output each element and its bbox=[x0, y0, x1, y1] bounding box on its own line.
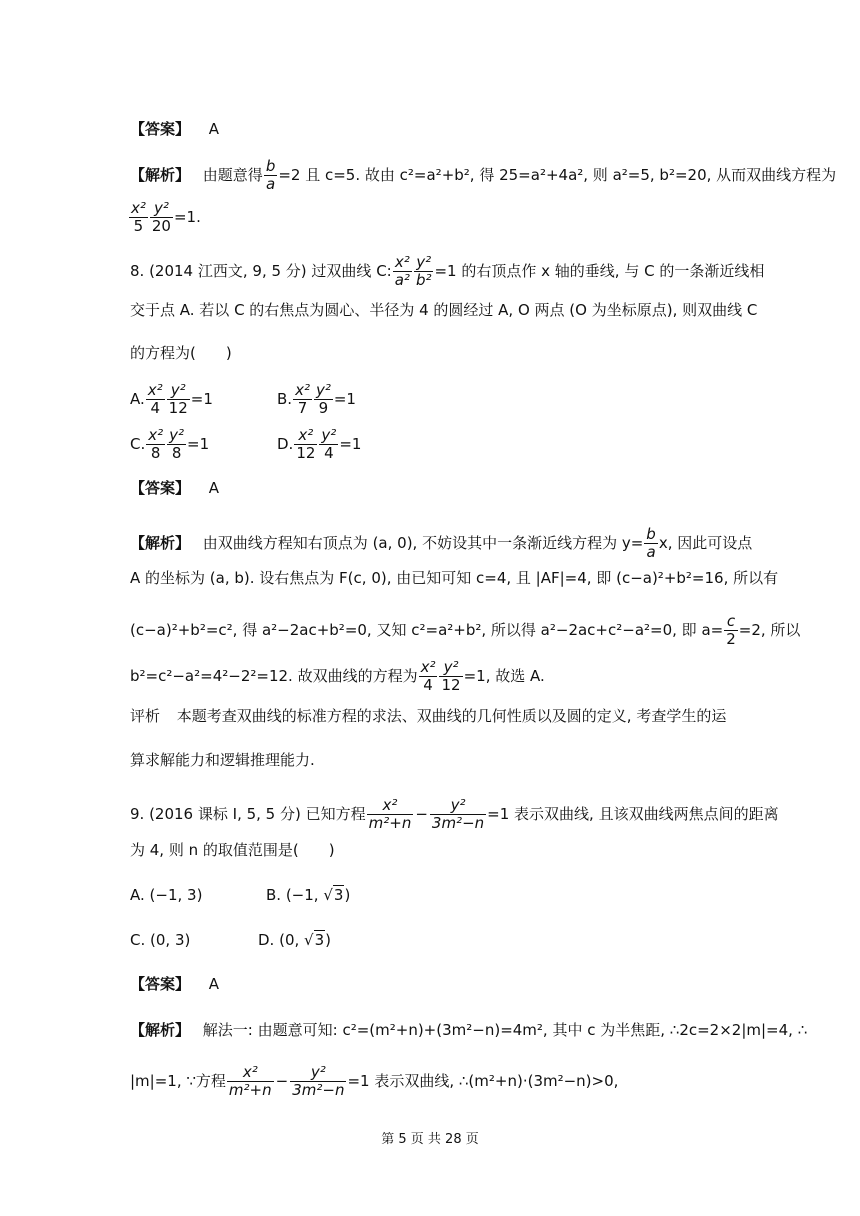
q9-option-c: C. (0, 3) bbox=[130, 931, 191, 949]
fraction: $\frac{\text{x²}}{5}$ bbox=[131, 199, 146, 235]
q8-option-d: D. $\frac{\text{x²}}{12}$ $\frac{\text{y²}}{4}$ =1 bbox=[277, 426, 362, 462]
answer-line-2 bbox=[130, 478, 219, 498]
fraction: $\frac{\text{x²}}{\text{a²}}$ bbox=[394, 253, 410, 289]
q9-option-b: B. (−1, √3) bbox=[266, 886, 351, 904]
analysis-line-1 bbox=[130, 158, 836, 193]
fraction: $\frac{\text{y²}}{12}$ bbox=[441, 658, 461, 694]
comment-label: 评析 bbox=[130, 707, 161, 725]
answer-label: 【答案】 bbox=[130, 479, 191, 497]
sqrt-symbol: √3 bbox=[304, 931, 325, 949]
answer-line-1 bbox=[130, 119, 219, 139]
fraction: $\frac{\text{x²}}{7}$ bbox=[295, 381, 310, 417]
fraction: $\frac{\text{y²}}{9}$ bbox=[315, 381, 331, 417]
q8-option-c: C. $\frac{\text{x²}}{8}$ $\frac{\text{y²}}{8}$ =1 bbox=[130, 426, 210, 462]
fraction: $\frac{\text{y²}}{\text{3m²−n}}$ bbox=[292, 1063, 345, 1099]
fraction: $\frac{\text{x²}}{4}$ bbox=[420, 658, 436, 694]
analysis-line-6: 【解析】 解法一: 由题意可知: c²=(m²+n)+(3m²−n)=4m², 其中 c 为半焦距, ∴2c=2×2|m|=4, ∴ bbox=[130, 1021, 808, 1039]
fraction: $\frac{\text{x²}}{\text{m²+n}}$ bbox=[368, 796, 412, 832]
q8-option-a: A. $\frac{\text{x²}}{4}$ $\frac{\text{y²}}{12}$ =1 bbox=[130, 381, 213, 417]
fraction: $\frac{c}{2}$ bbox=[726, 612, 736, 648]
fraction: $\frac{\text{x²}}{4}$ bbox=[147, 381, 163, 417]
sqrt-symbol: √3 bbox=[323, 886, 344, 904]
fraction: $\frac{\text{x²}}{12}$ bbox=[296, 426, 316, 462]
answer-line-3 bbox=[130, 974, 219, 994]
q9-stem-line-2: 为 4, 则 n 的取值范围是( ) bbox=[130, 841, 335, 859]
q9-option-d: D. (0, √3) bbox=[258, 931, 331, 949]
q9-option-a: A. (−1, 3) bbox=[130, 886, 203, 904]
q8-stem-line-1 bbox=[130, 254, 764, 289]
answer-value: A bbox=[208, 479, 220, 497]
answer-value: A bbox=[208, 975, 220, 993]
fraction: $\frac{\text{x²}}{8}$ bbox=[148, 426, 164, 462]
page-footer: 第 5 页 共 28 页 bbox=[381, 1132, 479, 1147]
fraction: $\frac{b}{a}$ bbox=[646, 525, 656, 561]
q8-suffix: =1 的右顶点作 x 轴的垂线, 与 C 的一条渐近线相 bbox=[434, 262, 765, 280]
fraction: $\frac{\text{x²}}{\text{m²+n}}$ bbox=[228, 1063, 272, 1099]
analysis-line-4: (c−a)²+b²=c², 得 a²−2ac+b²=0, 又知 c²=a²+b², 所以得 a²−2ac+c²−a²=0, 即 a= $\frac{c}{2}$ =2, 所以 bbox=[130, 612, 801, 648]
analysis-line-3: A 的坐标为 (a, b). 设右焦点为 F(c, 0), 由已知可知 c=4, 且 |AF|=4, 即 (c−a)²+b²=16, 所以有 bbox=[130, 569, 779, 587]
q8-option-b: B. $\frac{\text{x²}}{7}$ $\frac{\text{y²}}{9}$ =1 bbox=[277, 381, 356, 417]
fraction: $\frac{\text{y²}}{12}$ bbox=[168, 381, 188, 417]
equation-tail: =1. bbox=[173, 208, 201, 226]
analysis-label: 【解析】 bbox=[130, 166, 191, 184]
analysis-text: 由题意得 bbox=[202, 166, 263, 184]
analysis-line-7: |m|=1, ∵方程 $\frac{\text{x²}}{\text{m²+n}}$ − $\frac{\text{y²}}{\text{3m²−n}}$ =1 表示双曲线, ∴(m²+n)·(3m²−n)>0, bbox=[130, 1063, 619, 1099]
q8-stem-line-3: 的方程为( ) bbox=[130, 344, 232, 362]
fraction: $\frac{b}{a}$ bbox=[265, 157, 276, 193]
analysis-label: 【解析】 bbox=[130, 534, 191, 552]
q8-prefix: 8. (2014 江西文, 9, 5 分) 过双曲线 C: bbox=[130, 262, 392, 280]
answer-value: A bbox=[208, 120, 220, 138]
analysis-label: 【解析】 bbox=[130, 1021, 191, 1039]
equation-line bbox=[128, 200, 201, 235]
analysis-line-2: 【解析】 由双曲线方程知右顶点为 (a, 0), 不妨设其中一条渐近线方程为 y= $\frac{b}{a}$ x, 因此可设点 bbox=[130, 525, 753, 561]
answer-label: 【答案】 bbox=[130, 120, 191, 138]
fraction: $\frac{\text{y²}}{\text{3m²−n}}$ bbox=[431, 796, 485, 832]
analysis-text: =2 且 c=5. 故由 c²=a²+b², 得 25=a²+4a², 则 a²=5, b²=20, 从而双曲线方程为 bbox=[278, 166, 837, 184]
fraction: $\frac{\text{y²}}{4}$ bbox=[321, 426, 337, 462]
comment-line-1: 评析 本题考查双曲线的标准方程的求法、双曲线的几何性质以及圆的定义, 考查学生的运 bbox=[130, 707, 727, 725]
fraction: $\frac{\text{y²}}{8}$ bbox=[169, 426, 185, 462]
answer-label: 【答案】 bbox=[130, 975, 191, 993]
fraction: $\frac{\text{y²}}{\text{b²}}$ bbox=[415, 253, 432, 289]
q9-stem-line-1: 9. (2016 课标 Ⅰ, 5, 5 分) 已知方程 $\frac{\text{x²}}{\text{m²+n}}$ − $\frac{\text{y²}}{\text{3m²−n}}$ =1 表示双曲线, 且该双曲线两焦点间的距离 bbox=[130, 796, 779, 832]
fraction: $\frac{\text{y²}}{20}$ bbox=[151, 199, 171, 235]
q8-stem-line-2: 交于点 A. 若以 C 的右焦点为圆心、半径为 4 的圆经过 A, O 两点 (O 为坐标原点), 则双曲线 C bbox=[130, 301, 758, 319]
analysis-line-5: b²=c²−a²=4²−2²=12. 故双曲线的方程为 $\frac{\text{x²}}{4}$ $\frac{\text{y²}}{12}$ =1, 故选 A. bbox=[130, 658, 545, 694]
comment-line-2: 算求解能力和逻辑推理能力. bbox=[130, 751, 315, 769]
